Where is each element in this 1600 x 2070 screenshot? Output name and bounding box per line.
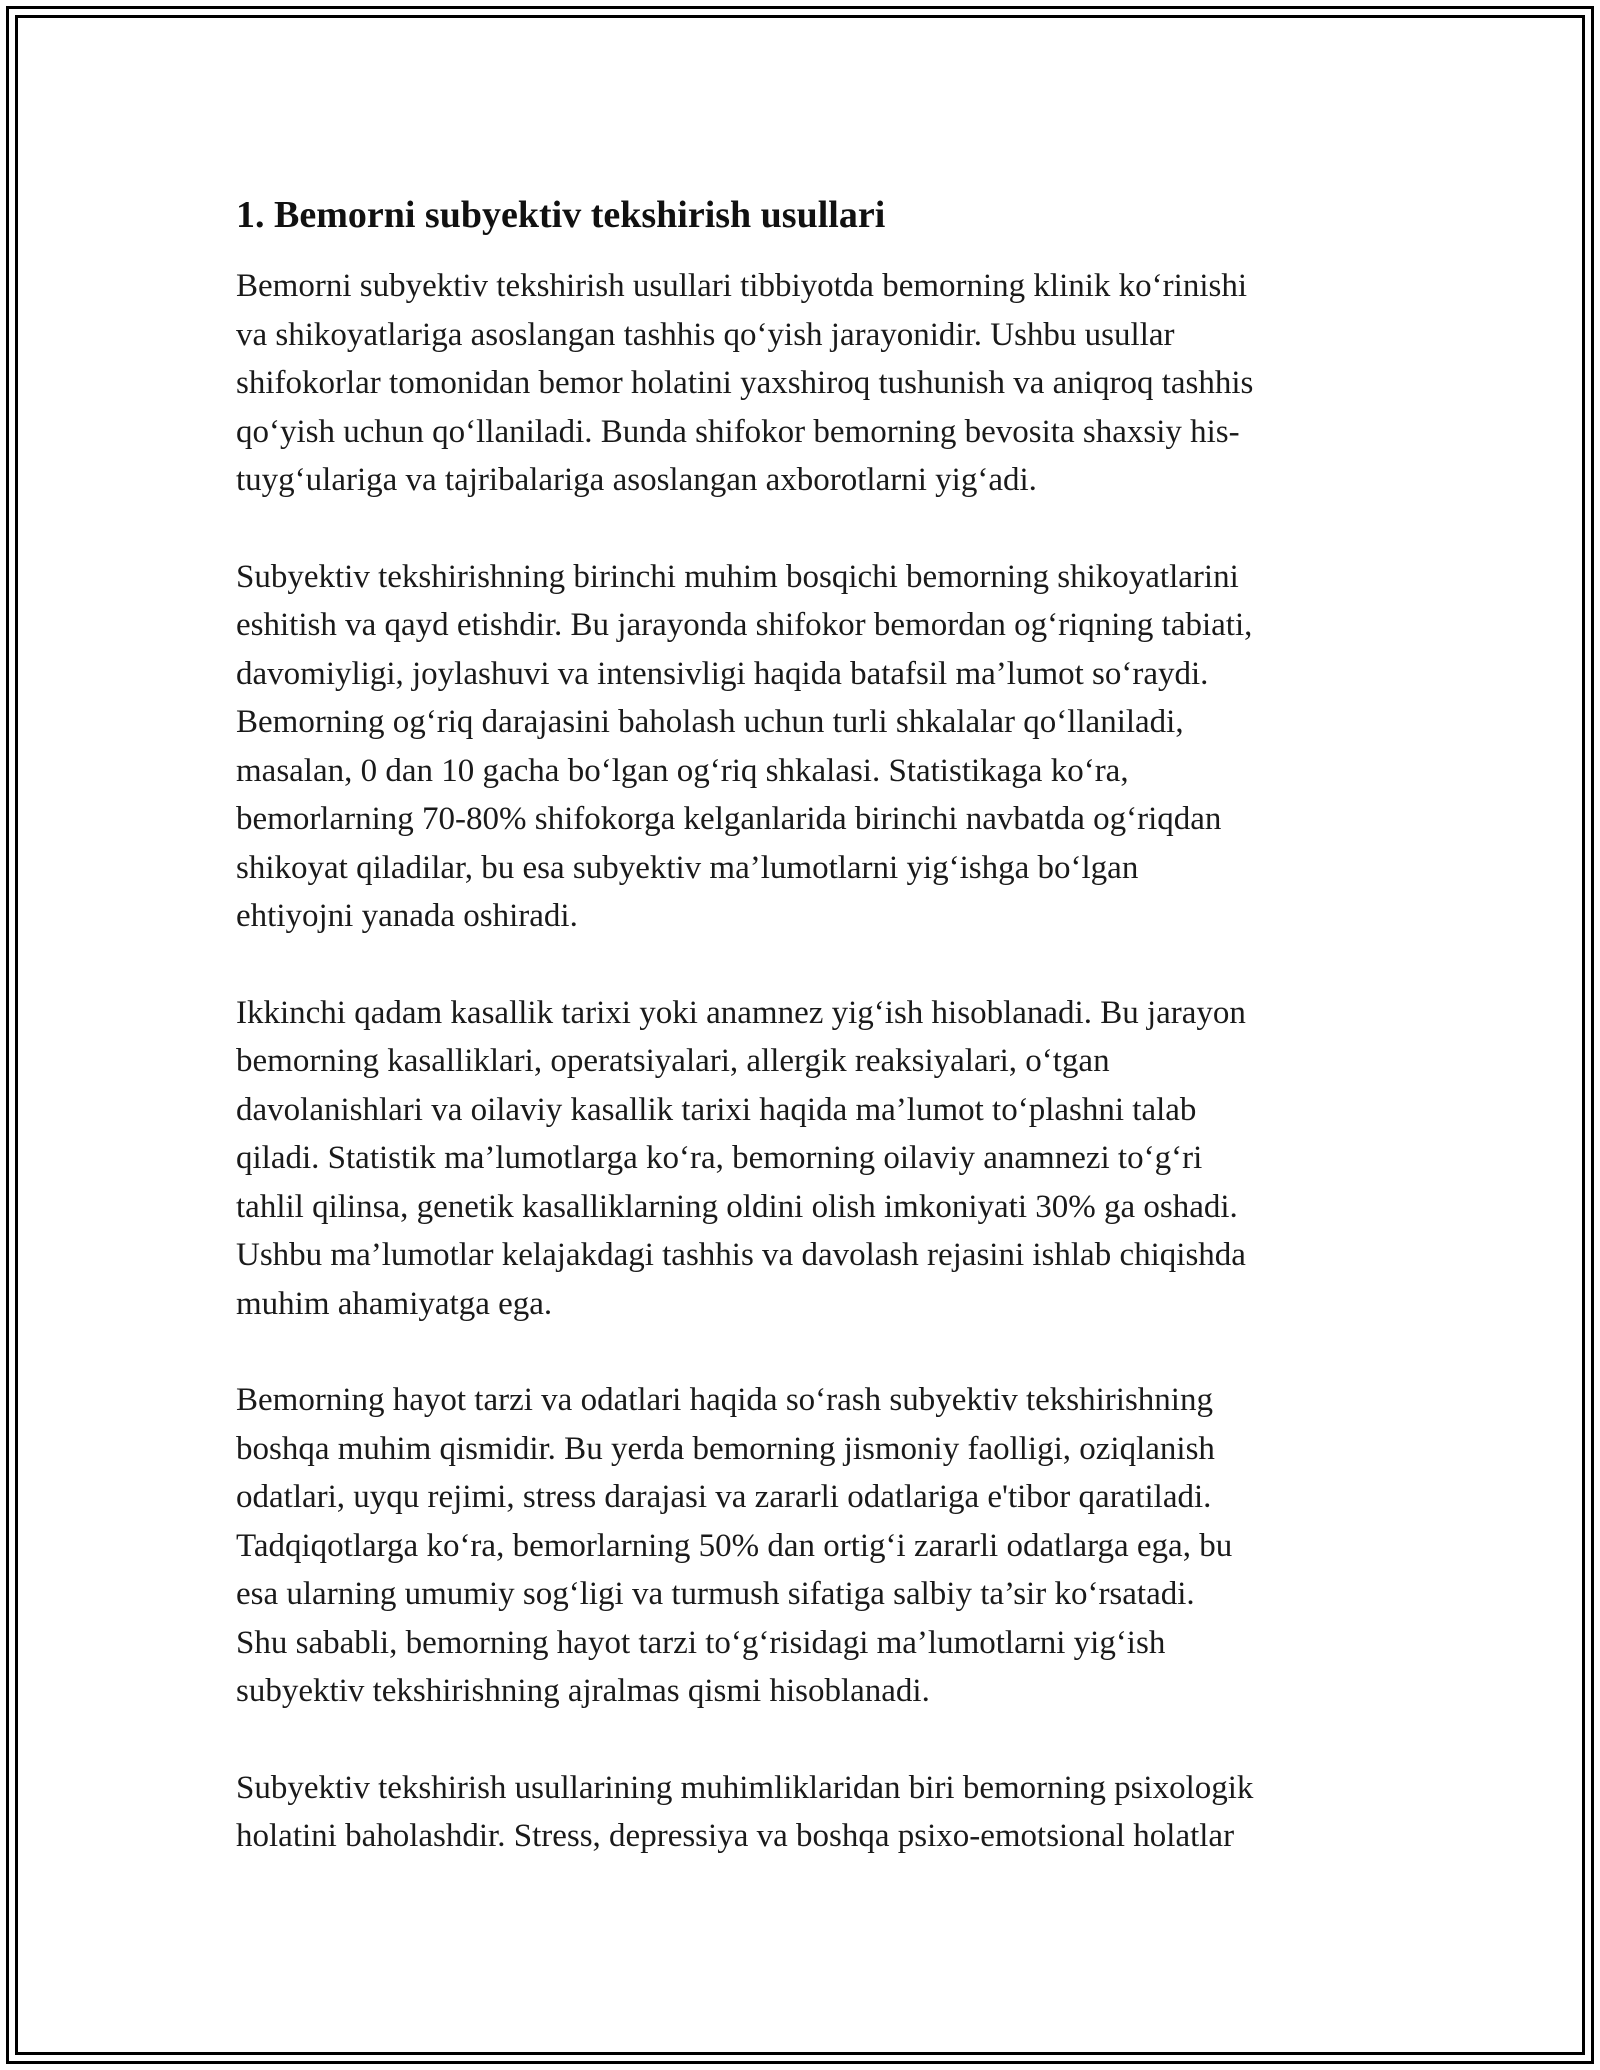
text-line: holatini baholashdir. Stress, depressiya va boshqa psixo-emotsional holatlar bbox=[236, 1818, 1235, 1854]
text-line: Ikkinchi qadam kasallik tarixi yoki anamnez yig‘ish hisoblanadi. Bu jarayon bbox=[236, 994, 1246, 1031]
document-page bbox=[236, 188, 1386, 1909]
text-line: subyektiv tekshirishning ajralmas qismi hisoblanadi. bbox=[236, 1673, 930, 1709]
paragraph-1 bbox=[236, 262, 1386, 505]
text-line: Tadqiqotlarga ko‘ra, bemorlarning 50% dan ortig‘i zararli odatlarga ega, bu bbox=[236, 1527, 1233, 1564]
text-line: Shu sababli, bemorning hayot tarzi to‘g‘risidagi ma’lumotlarni yig‘ish bbox=[236, 1624, 1166, 1661]
text-line: Bemorning og‘riq darajasini baholash uchun turli shkalalar qo‘llaniladi, bbox=[236, 704, 1184, 740]
text-line: Subyektiv tekshirishning birinchi muhim bosqichi bemorning shikoyatlarini bbox=[236, 558, 1239, 595]
text-line: davomiyligi, joylashuvi va intensivligi haqida batafsil ma’lumot so‘raydi. bbox=[236, 655, 1209, 692]
paragraph-5 bbox=[236, 1764, 1386, 1861]
text-line: qo‘yish uchun qo‘llaniladi. Bunda shifokor bemorning bevosita shaxsiy his- bbox=[236, 413, 1240, 450]
section-heading: 1. Bemorni subyektiv tekshirish usullari bbox=[236, 194, 886, 236]
text-line: ehtiyojni yanada oshiradi. bbox=[236, 898, 578, 934]
text-line: qiladi. Statistik ma’lumotlarga ko‘ra, bemorning oilaviy anamnezi to‘g‘ri bbox=[236, 1140, 1203, 1176]
paragraph-2 bbox=[236, 553, 1386, 941]
text-line: esa ularning umumiy sog‘ligi va turmush sifatiga salbiy ta’sir ko‘rsatadi. bbox=[236, 1576, 1195, 1612]
text-line: eshitish va qayd etishdir. Bu jarayonda shifokor bemordan og‘riqning tabiati, bbox=[236, 607, 1253, 643]
text-line: bemorning kasalliklari, operatsiyalari, allergik reaksiyalari, o‘tgan bbox=[236, 1043, 1110, 1079]
text-line: Ushbu ma’lumotlar kelajakdagi tashhis va davolash rejasini ishlab chiqishda bbox=[236, 1237, 1246, 1273]
text-line: bemorlarning 70-80% shifokorga kelganlarida birinchi navbatda og‘riqdan bbox=[236, 801, 1222, 837]
text-line: shikoyat qiladilar, bu esa subyektiv ma’lumotlarni yig‘ishga bo‘lgan bbox=[236, 849, 1139, 886]
text-line: tahlil qilinsa, genetik kasalliklarning oldini olish imkoniyati 30% ga oshadi. bbox=[236, 1188, 1238, 1225]
text-line: tuyg‘ulariga va tajribalariga asoslangan axborotlarni yig‘adi. bbox=[236, 462, 1037, 498]
text-line: odatlari, uyqu rejimi, stress darajasi va zararli odatlariga e'tibor qaratiladi. bbox=[236, 1479, 1212, 1515]
text-line: boshqa muhim qismidir. Bu yerda bemorning jismoniy faolligi, oziqlanish bbox=[236, 1430, 1215, 1467]
text-line: Bemorni subyektiv tekshirish usullari tibbiyotda bemorning klinik ko‘rinishi bbox=[236, 268, 1247, 304]
paragraph-4 bbox=[236, 1376, 1386, 1716]
text-line: Subyektiv tekshirish usullarining muhimliklaridan biri bemorning psixologik bbox=[236, 1769, 1254, 1806]
text-line: shifokorlar tomonidan bemor holatini yaxshiroq tushunish va aniqroq tashhis bbox=[236, 365, 1254, 401]
paragraph-3 bbox=[236, 989, 1386, 1329]
text-line: masalan, 0 dan 10 gacha bo‘lgan og‘riq shkalasi. Statistikaga ko‘ra, bbox=[236, 752, 1129, 789]
text-line: davolanishlari va oilaviy kasallik tarixi haqida ma’lumot to‘plashni talab bbox=[236, 1091, 1197, 1128]
text-line: muhim ahamiyatga ega. bbox=[236, 1285, 553, 1322]
text-line: va shikoyatlariga asoslangan tashhis qo‘yish jarayonidir. Ushbu usullar bbox=[236, 316, 1175, 353]
text-line: Bemorning hayot tarzi va odatlari haqida so‘rash subyektiv tekshirishning bbox=[236, 1382, 1213, 1418]
